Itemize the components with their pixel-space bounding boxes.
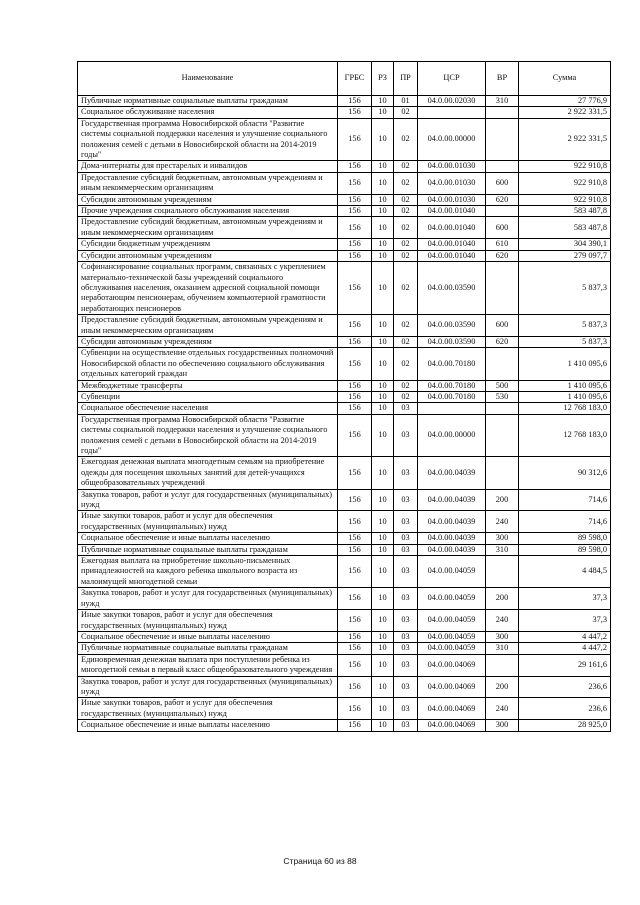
cell-grbs: 156 — [338, 161, 372, 172]
table-row — [78, 720, 611, 731]
cell-vr: 600 — [486, 315, 519, 337]
cell-pr: 03 — [394, 414, 418, 457]
cell-vr: 610 — [486, 239, 519, 250]
cell-csr: 04.0.00.01030 — [418, 161, 486, 172]
cell-sum: 1 410 095,6 — [519, 380, 611, 391]
table-row — [78, 643, 611, 654]
cell-pr: 02 — [394, 391, 418, 402]
table-row — [78, 250, 611, 261]
cell-grbs: 156 — [338, 457, 372, 489]
table-row — [78, 107, 611, 118]
cell-csr: 04.0.00.04059 — [418, 631, 486, 642]
cell-grbs: 156 — [338, 239, 372, 250]
cell-rz: 10 — [372, 194, 394, 205]
cell-sum: 5 837,3 — [519, 262, 611, 315]
table-row — [78, 172, 611, 194]
cell-grbs: 156 — [338, 676, 372, 698]
cell-sum: 922 910,8 — [519, 194, 611, 205]
header-vr: ВР — [486, 62, 519, 96]
cell-pr: 02 — [394, 118, 418, 161]
cell-pr: 03 — [394, 698, 418, 720]
cell-vr: 240 — [486, 698, 519, 720]
cell-vr: 620 — [486, 250, 519, 261]
header-grbs: ГРБС — [338, 62, 372, 96]
cell-csr: 04.0.00.04039 — [418, 511, 486, 533]
cell-pr: 03 — [394, 489, 418, 511]
cell-name: Публичные нормативные социальные выплаты гражданам — [78, 544, 338, 555]
cell-vr — [486, 262, 519, 315]
cell-vr: 500 — [486, 380, 519, 391]
cell-csr: 04.0.00.03590 — [418, 315, 486, 337]
cell-csr: 04.0.00.02030 — [418, 96, 486, 107]
cell-vr: 300 — [486, 720, 519, 731]
table-row — [78, 489, 611, 511]
cell-name: Закупка товаров, работ и услуг для государственных (муниципальных) нужд — [78, 588, 338, 610]
cell-sum: 1 410 095,6 — [519, 391, 611, 402]
cell-pr: 02 — [394, 239, 418, 250]
cell-vr — [486, 348, 519, 380]
cell-rz: 10 — [372, 161, 394, 172]
cell-pr: 03 — [394, 654, 418, 676]
cell-grbs: 156 — [338, 194, 372, 205]
cell-name: Субсидии бюджетным учреждениям — [78, 239, 338, 250]
cell-grbs: 156 — [338, 588, 372, 610]
cell-vr: 620 — [486, 194, 519, 205]
cell-vr — [486, 118, 519, 161]
table-row — [78, 511, 611, 533]
cell-grbs: 156 — [338, 654, 372, 676]
cell-csr: 04.0.00.04059 — [418, 610, 486, 632]
cell-sum: 89 598,0 — [519, 533, 611, 544]
cell-sum: 37,3 — [519, 588, 611, 610]
table-row — [78, 544, 611, 555]
cell-rz: 10 — [372, 262, 394, 315]
cell-name: Иные закупки товаров, работ и услуг для обеспечения государственных (муниципальных) нужд — [78, 610, 338, 632]
header-csr: ЦСР — [418, 62, 486, 96]
table-row — [78, 194, 611, 205]
cell-csr: 04.0.00.04069 — [418, 720, 486, 731]
cell-pr: 02 — [394, 107, 418, 118]
cell-name: Публичные нормативные социальные выплаты гражданам — [78, 643, 338, 654]
cell-grbs: 156 — [338, 206, 372, 217]
cell-pr: 03 — [394, 676, 418, 698]
cell-csr: 04.0.00.04039 — [418, 489, 486, 511]
cell-sum: 28 925,0 — [519, 720, 611, 731]
cell-name: Публичные нормативные социальные выплаты гражданам — [78, 96, 338, 107]
cell-pr: 01 — [394, 96, 418, 107]
cell-csr: 04.0.00.04059 — [418, 556, 486, 588]
cell-sum: 714,6 — [519, 489, 611, 511]
cell-vr: 300 — [486, 631, 519, 642]
table-row — [78, 698, 611, 720]
table-row — [78, 676, 611, 698]
table-row — [78, 315, 611, 337]
cell-grbs: 156 — [338, 217, 372, 239]
cell-rz: 10 — [372, 533, 394, 544]
table-row — [78, 348, 611, 380]
cell-name: Социальное обеспечение населения — [78, 403, 338, 414]
table-row — [78, 556, 611, 588]
cell-grbs: 156 — [338, 315, 372, 337]
cell-csr — [418, 403, 486, 414]
cell-sum: 583 487,8 — [519, 206, 611, 217]
cell-name: Субсидии автономным учреждениям — [78, 336, 338, 347]
cell-vr: 240 — [486, 511, 519, 533]
cell-rz: 10 — [372, 391, 394, 402]
cell-grbs: 156 — [338, 107, 372, 118]
cell-vr — [486, 556, 519, 588]
cell-name: Социальное обслуживание населения — [78, 107, 338, 118]
cell-grbs: 156 — [338, 610, 372, 632]
cell-sum: 236,6 — [519, 676, 611, 698]
cell-sum: 279 097,7 — [519, 250, 611, 261]
cell-name: Единовременная денежная выплата при поступлении ребенка из многодетной семьи в первый класс общеобразовательного учреждения — [78, 654, 338, 676]
cell-name: Иные закупки товаров, работ и услуг для обеспечения государственных (муниципальных) нужд — [78, 511, 338, 533]
table-row — [78, 610, 611, 632]
cell-pr: 02 — [394, 217, 418, 239]
header-name: Наименование — [78, 62, 338, 96]
cell-sum: 5 837,3 — [519, 315, 611, 337]
cell-sum: 2 922 331,5 — [519, 118, 611, 161]
cell-pr: 03 — [394, 403, 418, 414]
cell-csr: 04.0.00.01040 — [418, 239, 486, 250]
cell-pr: 03 — [394, 556, 418, 588]
cell-csr: 04.0.00.01030 — [418, 194, 486, 205]
cell-sum: 2 922 331,5 — [519, 107, 611, 118]
cell-csr: 04.0.00.70180 — [418, 391, 486, 402]
cell-vr — [486, 107, 519, 118]
cell-csr: 04.0.00.01040 — [418, 250, 486, 261]
cell-grbs: 156 — [338, 511, 372, 533]
cell-grbs: 156 — [338, 533, 372, 544]
table-row — [78, 533, 611, 544]
cell-rz: 10 — [372, 380, 394, 391]
cell-rz: 10 — [372, 96, 394, 107]
cell-name: Государственная программа Новосибирской области "Развитие системы социальной поддержки населения и улучшение социального положения семей с детьми в Новосибирской области на 2014-2019 годы" — [78, 118, 338, 161]
cell-rz: 10 — [372, 118, 394, 161]
cell-pr: 03 — [394, 544, 418, 555]
cell-sum: 90 312,6 — [519, 457, 611, 489]
cell-rz: 10 — [372, 511, 394, 533]
cell-rz: 10 — [372, 348, 394, 380]
cell-pr: 02 — [394, 206, 418, 217]
cell-grbs: 156 — [338, 544, 372, 555]
cell-rz: 10 — [372, 403, 394, 414]
cell-sum: 1 410 095,6 — [519, 348, 611, 380]
cell-grbs: 156 — [338, 172, 372, 194]
header-pr: ПР — [394, 62, 418, 96]
cell-vr: 600 — [486, 172, 519, 194]
cell-name: Закупка товаров, работ и услуг для государственных (муниципальных) нужд — [78, 489, 338, 511]
table-row — [78, 161, 611, 172]
cell-sum: 583 487,8 — [519, 217, 611, 239]
cell-sum: 5 837,3 — [519, 336, 611, 347]
cell-grbs: 156 — [338, 250, 372, 261]
cell-csr: 04.0.00.70180 — [418, 348, 486, 380]
cell-name: Социальное обеспечение и иные выплаты населению — [78, 533, 338, 544]
cell-csr: 04.0.00.04059 — [418, 643, 486, 654]
cell-grbs: 156 — [338, 118, 372, 161]
cell-pr: 03 — [394, 631, 418, 642]
cell-rz: 10 — [372, 544, 394, 555]
cell-csr: 04.0.00.04039 — [418, 457, 486, 489]
cell-vr: 600 — [486, 217, 519, 239]
cell-grbs: 156 — [338, 336, 372, 347]
cell-pr: 03 — [394, 610, 418, 632]
cell-grbs: 156 — [338, 414, 372, 457]
cell-pr: 03 — [394, 511, 418, 533]
cell-name: Межбюджетные трансферты — [78, 380, 338, 391]
cell-pr: 02 — [394, 336, 418, 347]
cell-vr: 200 — [486, 489, 519, 511]
cell-rz: 10 — [372, 489, 394, 511]
cell-rz: 10 — [372, 631, 394, 642]
cell-grbs: 156 — [338, 643, 372, 654]
cell-pr: 03 — [394, 457, 418, 489]
cell-vr — [486, 161, 519, 172]
cell-vr: 530 — [486, 391, 519, 402]
cell-pr: 02 — [394, 250, 418, 261]
cell-pr: 02 — [394, 161, 418, 172]
cell-rz: 10 — [372, 172, 394, 194]
header-sum: Сумма — [519, 62, 611, 96]
cell-vr — [486, 403, 519, 414]
cell-grbs: 156 — [338, 489, 372, 511]
cell-grbs: 156 — [338, 380, 372, 391]
cell-rz: 10 — [372, 336, 394, 347]
cell-vr: 200 — [486, 676, 519, 698]
cell-grbs: 156 — [338, 556, 372, 588]
cell-pr: 02 — [394, 315, 418, 337]
cell-sum: 4 447,2 — [519, 631, 611, 642]
cell-pr: 03 — [394, 533, 418, 544]
table-row — [78, 217, 611, 239]
cell-sum: 4 484,5 — [519, 556, 611, 588]
cell-csr: 04.0.00.00000 — [418, 414, 486, 457]
cell-rz: 10 — [372, 107, 394, 118]
cell-vr: 240 — [486, 610, 519, 632]
table-row — [78, 588, 611, 610]
cell-rz: 10 — [372, 720, 394, 731]
cell-vr — [486, 206, 519, 217]
cell-grbs: 156 — [338, 96, 372, 107]
cell-vr — [486, 457, 519, 489]
cell-rz: 10 — [372, 698, 394, 720]
table-row — [78, 391, 611, 402]
cell-name: Прочие учреждения социального обслуживания населения — [78, 206, 338, 217]
budget-table — [77, 61, 611, 732]
cell-vr: 310 — [486, 544, 519, 555]
cell-csr: 04.0.00.00000 — [418, 118, 486, 161]
cell-pr: 02 — [394, 194, 418, 205]
cell-csr: 04.0.00.70180 — [418, 380, 486, 391]
cell-pr: 02 — [394, 380, 418, 391]
cell-name: Государственная программа Новосибирской области "Развитие системы социальной поддержки населения и улучшение социального положения семей с детьми в Новосибирской области на 2014-2019 годы" — [78, 414, 338, 457]
cell-grbs: 156 — [338, 403, 372, 414]
cell-vr: 200 — [486, 588, 519, 610]
cell-rz: 10 — [372, 556, 394, 588]
cell-name: Субвенции — [78, 391, 338, 402]
table-row — [78, 118, 611, 161]
cell-pr: 02 — [394, 262, 418, 315]
cell-name: Закупка товаров, работ и услуг для государственных (муниципальных) нужд — [78, 676, 338, 698]
cell-sum: 236,6 — [519, 698, 611, 720]
cell-name: Предоставление субсидий бюджетным, автономным учреждениям и иным некоммерческим организациям — [78, 315, 338, 337]
cell-csr: 04.0.00.01040 — [418, 206, 486, 217]
cell-csr: 04.0.00.04059 — [418, 588, 486, 610]
cell-csr: 04.0.00.04039 — [418, 544, 486, 555]
cell-rz: 10 — [372, 250, 394, 261]
cell-vr: 620 — [486, 336, 519, 347]
cell-csr — [418, 107, 486, 118]
cell-rz: 10 — [372, 588, 394, 610]
cell-sum: 89 598,0 — [519, 544, 611, 555]
cell-name: Социальное обеспечение и иные выплаты населению — [78, 631, 338, 642]
cell-rz: 10 — [372, 610, 394, 632]
cell-grbs: 156 — [338, 348, 372, 380]
cell-name: Дома-интернаты для престарелых и инвалидов — [78, 161, 338, 172]
table-row — [78, 96, 611, 107]
cell-sum: 304 390,1 — [519, 239, 611, 250]
table-row — [78, 380, 611, 391]
cell-name: Софинансирование социальных программ, связанных с укреплением материально-технической базы учреждений социального обслуживания населения, оказанием адресной социальной помощи неработающим пенсионерам, обучением компьютерной грамотности неработающих пенсионеров — [78, 262, 338, 315]
cell-rz: 10 — [372, 643, 394, 654]
cell-name: Предоставление субсидий бюджетным, автономным учреждениям и иным некоммерческим организациям — [78, 172, 338, 194]
table-row — [78, 414, 611, 457]
cell-name: Ежегодная денежная выплата многодетным семьям на приобретение одежды для посещения школьных занятий для детей-учащихся общеобразовательных учреждений — [78, 457, 338, 489]
cell-name: Социальное обеспечение и иные выплаты населению — [78, 720, 338, 731]
table-row — [78, 403, 611, 414]
cell-name: Субсидии автономным учреждениям — [78, 194, 338, 205]
cell-pr: 03 — [394, 643, 418, 654]
table-row — [78, 206, 611, 217]
cell-sum: 37,3 — [519, 610, 611, 632]
cell-rz: 10 — [372, 217, 394, 239]
table-body — [78, 96, 611, 732]
cell-sum: 27 776,9 — [519, 96, 611, 107]
table-row — [78, 457, 611, 489]
cell-csr: 04.0.00.01040 — [418, 217, 486, 239]
cell-sum: 922 910,8 — [519, 172, 611, 194]
cell-name: Субсидии автономным учреждениям — [78, 250, 338, 261]
table-row — [78, 262, 611, 315]
cell-pr: 03 — [394, 720, 418, 731]
cell-sum: 29 161,6 — [519, 654, 611, 676]
cell-grbs: 156 — [338, 720, 372, 731]
cell-rz: 10 — [372, 414, 394, 457]
table-row — [78, 239, 611, 250]
cell-vr: 300 — [486, 533, 519, 544]
cell-rz: 10 — [372, 315, 394, 337]
cell-sum: 922 910,8 — [519, 161, 611, 172]
cell-rz: 10 — [372, 654, 394, 676]
cell-vr — [486, 414, 519, 457]
cell-csr: 04.0.00.01030 — [418, 172, 486, 194]
header-rz: РЗ — [372, 62, 394, 96]
cell-sum: 714,6 — [519, 511, 611, 533]
cell-csr: 04.0.00.04069 — [418, 676, 486, 698]
cell-rz: 10 — [372, 239, 394, 250]
table-row — [78, 336, 611, 347]
cell-grbs: 156 — [338, 391, 372, 402]
cell-name: Предоставление субсидий бюджетным, автономным учреждениям и иным некоммерческим организациям — [78, 217, 338, 239]
cell-pr: 02 — [394, 172, 418, 194]
cell-pr: 02 — [394, 348, 418, 380]
table-header-row — [78, 62, 611, 96]
page-number: Страница 60 из 88 — [283, 856, 357, 866]
cell-grbs: 156 — [338, 698, 372, 720]
cell-sum: 12 768 183,0 — [519, 403, 611, 414]
cell-rz: 10 — [372, 457, 394, 489]
cell-csr: 04.0.00.04039 — [418, 533, 486, 544]
cell-vr: 310 — [486, 96, 519, 107]
cell-csr: 04.0.00.03590 — [418, 336, 486, 347]
cell-vr: 310 — [486, 643, 519, 654]
table-row — [78, 631, 611, 642]
cell-name: Иные закупки товаров, работ и услуг для обеспечения государственных (муниципальных) нужд — [78, 698, 338, 720]
cell-vr — [486, 654, 519, 676]
cell-rz: 10 — [372, 676, 394, 698]
cell-grbs: 156 — [338, 262, 372, 315]
cell-sum: 12 768 183,0 — [519, 414, 611, 457]
cell-name: Ежегодная выплата на приобретение школьно-письменных принадлежностей на каждого ребенка школьного возраста из малоимущей многодетной семьи — [78, 556, 338, 588]
cell-grbs: 156 — [338, 631, 372, 642]
table-row — [78, 654, 611, 676]
cell-pr: 03 — [394, 588, 418, 610]
cell-csr: 04.0.00.03590 — [418, 262, 486, 315]
cell-csr: 04.0.00.04069 — [418, 654, 486, 676]
cell-sum: 4 447,2 — [519, 643, 611, 654]
cell-name: Субвенции на осуществление отдельных государственных полномочий Новосибирской области по обеспечению социального обслуживания отдельных категорий граждан — [78, 348, 338, 380]
cell-rz: 10 — [372, 206, 394, 217]
cell-csr: 04.0.00.04069 — [418, 698, 486, 720]
